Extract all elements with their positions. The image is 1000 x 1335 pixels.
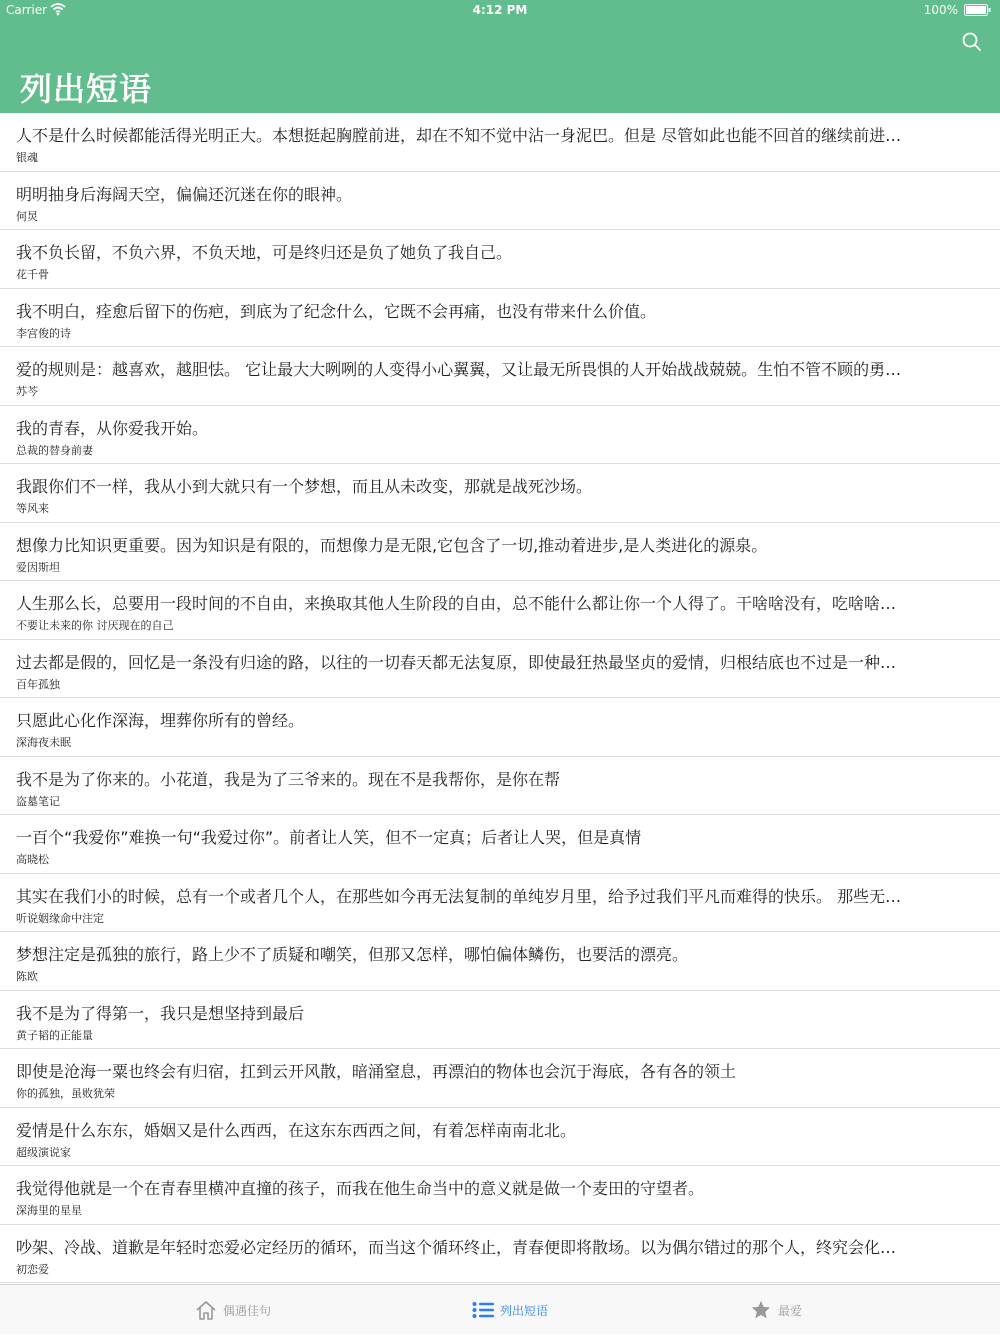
quote-text: 爱的规则是：越喜欢，越胆怯。 它让最大大咧咧的人变得小心翼翼，又让最无所畏惧的人开始战战兢兢。生怕不管不顾的勇…: [16, 360, 902, 379]
tab-list-label: 列出短语: [500, 1303, 549, 1318]
list-item[interactable]: [0, 932, 1000, 991]
quote-source: 等风来: [16, 502, 49, 515]
quote-text: 人生那么长，总要用一段时间的不自由，来换取其他人生阶段的自由，总不能什么都让你一个人得了。干啥啥没有，吃啥啥…: [16, 594, 897, 613]
search-icon[interactable]: [960, 30, 984, 54]
quote-source: 银魂: [16, 151, 38, 164]
list-item[interactable]: [0, 1108, 1000, 1167]
quote-source: 花千骨: [16, 268, 49, 281]
quote-source: 初恋爱: [16, 1262, 49, 1276]
tab-favorites[interactable]: [750, 1285, 802, 1335]
list-item[interactable]: [0, 289, 1000, 348]
list-item[interactable]: [0, 991, 1000, 1050]
quote-source: 听说姻缘命中注定: [16, 911, 104, 925]
list-item[interactable]: [0, 1049, 1000, 1108]
quote-text: 我不负长留，不负六界，不负天地，可是终归还是负了她负了我自己。: [16, 243, 513, 262]
list-item[interactable]: [0, 406, 1000, 465]
tab-bar: [0, 1284, 1000, 1334]
quote-text: 我觉得他就是一个在青春里横冲直撞的孩子，而我在他生命当中的意义就是做一个麦田的守望者。: [16, 1179, 705, 1198]
quote-source: 超级演说家: [16, 1145, 71, 1159]
quote-source: 高晓松: [16, 853, 49, 866]
quote-text: 过去都是假的，回忆是一条没有归途的路，以往的一切春天都无法复原，即使最狂热最坚贞的爱情，归根结底也不过是一种…: [16, 652, 897, 672]
quote-source: 总裁的替身前妻: [16, 443, 93, 457]
quote-text: 我的青春，从你爱我开始。: [16, 418, 209, 438]
quote-source: 你的孤独，虽败犹荣: [16, 1087, 115, 1100]
quote-text: 我跟你们不一样，我从小到大就只有一个梦想，而且从未改变，那就是战死沙场。: [16, 477, 593, 496]
battery-percent: 100%: [923, 3, 958, 17]
status-bar: [0, 0, 1000, 22]
quote-source: 不要让未来的你 讨厌现在的自己: [16, 619, 174, 632]
nav-header: [0, 0, 1000, 113]
quote-source: 李宫俊的诗: [16, 326, 71, 340]
star-icon: [750, 1299, 772, 1321]
list-item[interactable]: [0, 698, 1000, 757]
list-icon: [472, 1300, 494, 1320]
quote-text: 吵架、冷战、道歉是年轻时恋爱必定经历的循环，而当这个循环终止，青春便即将散场。以为偶尔错过的那个人，终究会化…: [16, 1237, 897, 1257]
quote-source: 盗墓笔记: [16, 794, 60, 808]
tab-home[interactable]: [195, 1285, 271, 1335]
list-item[interactable]: [0, 523, 1000, 582]
tab-favorites-label: 最爱: [778, 1303, 803, 1318]
quote-list: [0, 113, 1000, 1284]
clock: 4:12 PM: [472, 3, 528, 17]
quote-source: 黄子韬的正能量: [16, 1028, 93, 1042]
quote-text: 一百个“我爱你”难换一句“我爱过你”。前者让人笑，但不一定真；后者让人哭，但是真情: [16, 828, 642, 847]
quote-text: 明明抽身后海阔天空，偏偏还沉迷在你的眼神。: [16, 184, 353, 204]
list-item[interactable]: [0, 1225, 1000, 1284]
tab-home-label: 偶遇佳句: [223, 1303, 272, 1318]
quote-text: 只愿此心化作深海，埋葬你所有的曾经。: [16, 711, 305, 730]
quote-source: 陈欧: [16, 970, 38, 983]
list-item[interactable]: [0, 874, 1000, 933]
list-item[interactable]: [0, 230, 1000, 289]
list-item[interactable]: [0, 815, 1000, 874]
quote-source: 深海里的星星: [16, 1204, 82, 1217]
battery-icon: [964, 4, 992, 16]
list-item[interactable]: [0, 1166, 1000, 1225]
quote-text: 梦想注定是孤独的旅行，路上少不了质疑和嘲笑，但那又怎样，哪怕偏体鳞伤，也要活的漂亮。: [16, 945, 689, 964]
quote-text: 我不明白，痊愈后留下的伤疤，到底为了纪念什么，它既不会再痛，也没有带来什么价值。: [16, 301, 657, 321]
quote-source: 百年孤独: [16, 677, 60, 691]
quote-source: 苏芩: [16, 385, 38, 398]
list-item[interactable]: [0, 757, 1000, 816]
list-item[interactable]: [0, 347, 1000, 406]
quote-source: 何炅: [16, 209, 38, 223]
quote-text: 爱情是什么东东，婚姻又是什么西西，在这东东西西之间，有着怎样南南北北。: [16, 1120, 577, 1140]
quote-source: 爱因斯坦: [16, 560, 60, 574]
list-item[interactable]: [0, 172, 1000, 231]
list-item[interactable]: [0, 581, 1000, 640]
quote-text: 其实在我们小的时候，总有一个或者几个人，在那些如今再无法复制的单纯岁月里，给予过我们平凡而难得的快乐。 那些无…: [16, 886, 902, 906]
page-title: 列出短语: [20, 70, 153, 108]
quote-text: 想像力比知识更重要。因为知识是有限的，而想像力是无限,它包含了一切,推动着进步,是人类进化的源泉。: [16, 535, 768, 555]
quote-text: 即使是沧海一粟也终会有归宿，扛到云开风散，暗涌窒息，再漂泊的物体也会沉于海底，各有各的领土: [16, 1062, 737, 1081]
quote-text: 我不是为了得第一，我只是想坚持到最后: [16, 1003, 305, 1023]
quote-text: 人不是什么时候都能活得光明正大。本想挺起胸膛前进，却在不知不觉中沾一身泥巴。但是 尽管如此也能不回首的继续前进…: [16, 126, 902, 145]
tab-list[interactable]: [472, 1285, 548, 1335]
list-item[interactable]: [0, 464, 1000, 523]
home-icon: [195, 1299, 217, 1321]
carrier-label: Carrier: [6, 3, 48, 17]
quote-source: 深海夜未眠: [16, 736, 71, 749]
quote-text: 我不是为了你来的。小花道，我是为了三爷来的。现在不是我帮你，是你在帮: [16, 769, 561, 789]
list-item[interactable]: [0, 113, 1000, 172]
list-item[interactable]: [0, 640, 1000, 699]
